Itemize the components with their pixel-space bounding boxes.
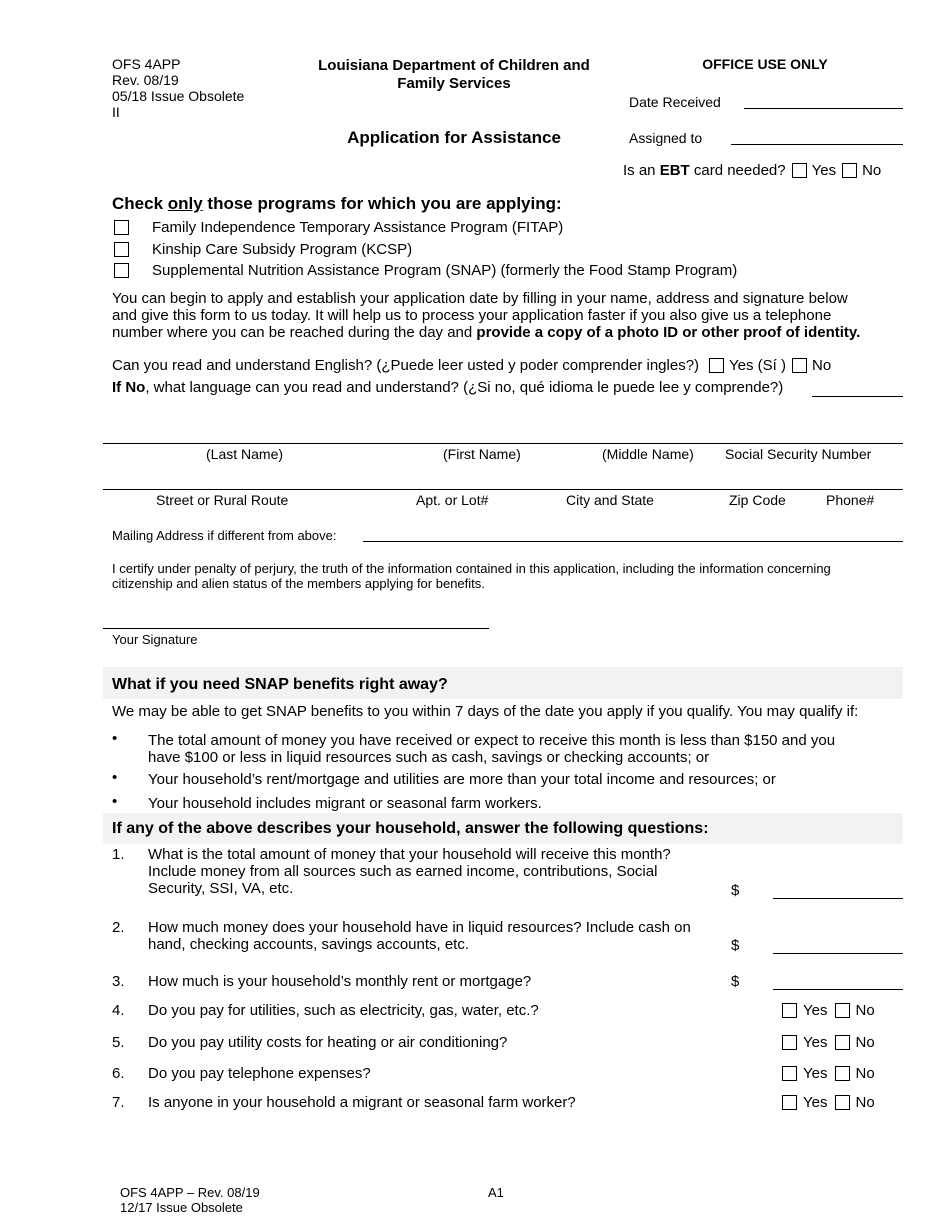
question-2-amount-field[interactable]: [773, 953, 903, 954]
footer-obsolete: 12/17 Issue Obsolete: [120, 1200, 243, 1215]
phone-label: Phone#: [826, 492, 875, 508]
snap-heading: What if you need SNAP benefits right away?: [112, 676, 448, 693]
question-2-number: 2.: [112, 919, 125, 936]
ssn-label: Social Security Number: [725, 446, 872, 462]
bullet-icon: •: [112, 769, 118, 786]
question-5-no-checkbox[interactable]: [835, 1035, 850, 1050]
question-6-text: Do you pay telephone expenses?: [148, 1065, 371, 1082]
question-2-text: [148, 919, 691, 953]
program-snap-checkbox[interactable]: [114, 263, 129, 278]
question-6-yes-label: Yes: [803, 1065, 828, 1082]
question-7-no-label: No: [855, 1094, 875, 1111]
question-1-line-3: Security, SSI, VA, etc.: [148, 880, 294, 897]
first-name-label: (First Name): [443, 446, 521, 462]
english-no-label: No: [812, 357, 832, 374]
question-1-dollar: $: [731, 882, 740, 899]
footer-id-rev: OFS 4APP – Rev. 08/19: [120, 1185, 260, 1200]
street-label: Street or Rural Route: [156, 492, 289, 508]
form-rev: Rev. 08/19: [112, 72, 179, 88]
bullet-icon: •: [112, 730, 118, 747]
question-4-text: Do you pay for utilities, such as electricity, gas, water, etc.?: [148, 1002, 539, 1019]
program-fitap-checkbox[interactable]: [114, 220, 129, 235]
form-roman: II: [112, 104, 120, 120]
english-no-checkbox[interactable]: [792, 358, 807, 373]
programs-heading-pre: Check: [112, 194, 168, 213]
form-id-block: [112, 56, 244, 120]
ebt-text-pre: Is an: [623, 162, 660, 179]
program-kcsp-label: Kinship Care Subsidy Program (KCSP): [152, 241, 413, 258]
page-number: A1: [488, 1185, 504, 1200]
question-6-no-checkbox[interactable]: [835, 1066, 850, 1081]
question-3-number: 3.: [112, 973, 125, 990]
program-snap-label: Supplemental Nutrition Assistance Program (SNAP) (formerly the Food Stamp Program): [152, 262, 738, 279]
program-snap[interactable]: [114, 262, 738, 279]
question-5-yes-checkbox[interactable]: [782, 1035, 797, 1050]
if-no-rest: , what language can you read and understand? (¿Si no, qué idioma le puede lee y comprende?): [145, 379, 784, 396]
intro-paragraph: [112, 290, 860, 341]
question-6-yes-checkbox[interactable]: [782, 1066, 797, 1081]
date-received-line[interactable]: [744, 108, 903, 109]
bullet-3-line-1: Your household includes migrant or seasonal farm workers.: [148, 795, 542, 812]
question-1-line-1: What is the total amount of money that your household will receive this month?: [148, 846, 671, 863]
question-7-yes-checkbox[interactable]: [782, 1095, 797, 1110]
ebt-question: [623, 162, 881, 179]
ebt-no-checkbox[interactable]: [842, 163, 857, 178]
signature-label: Your Signature: [112, 632, 198, 647]
language-if-no: [112, 379, 783, 396]
ebt-no-label: No: [862, 162, 882, 179]
question-4-yes-checkbox[interactable]: [782, 1003, 797, 1018]
bullet-2-line-1: Your household’s rent/mortgage and utilities are more than your total income and resources; or: [148, 771, 776, 788]
question-4-no-label: No: [855, 1002, 875, 1019]
question-4-number: 4.: [112, 1002, 125, 1019]
bullet-1-line-2: have $100 or less in liquid resources such as cash, savings or checking accounts; or: [148, 749, 710, 766]
question-7-number: 7.: [112, 1094, 125, 1111]
question-7-answer: [782, 1094, 875, 1111]
city-label: City and State: [566, 492, 654, 508]
question-1-number: 1.: [112, 846, 125, 863]
agency-line-1: Louisiana Department of Children and: [318, 57, 590, 74]
question-4-no-checkbox[interactable]: [835, 1003, 850, 1018]
intro-line-1: You can begin to apply and establish your application date by filling in your name, address and signature below: [112, 290, 848, 307]
zip-label: Zip Code: [729, 492, 786, 508]
last-name-label: (Last Name): [206, 446, 284, 462]
intro-line-2: and give this form to us today. It will help us to process your application faster if you also give us a telephone: [112, 307, 832, 324]
ebt-text-bold: EBT: [659, 162, 690, 179]
office-use-heading: OFFICE USE ONLY: [702, 56, 828, 72]
date-received-label: Date Received: [629, 94, 721, 110]
programs-heading-post: those programs for which you are applying:: [202, 194, 562, 213]
mailing-address-label: Mailing Address if different from above:: [112, 528, 337, 543]
question-2-line-2: hand, checking accounts, savings accounts, etc.: [148, 936, 470, 953]
bullet-1-line-1: The total amount of money you have received or expect to receive this month is less than $150 and you: [148, 732, 836, 749]
ebt-yes-label: Yes: [811, 162, 837, 179]
snap-intro: We may be able to get SNAP benefits to you within 7 days of the date you apply if you qualify. You may qualify if:: [112, 703, 859, 720]
ebt-text-post: card needed?: [689, 162, 786, 179]
intro-line-3-pre: number where you can be reached during the day and: [112, 324, 477, 341]
other-language-field[interactable]: [812, 396, 903, 397]
question-3-amount-field[interactable]: [773, 989, 903, 990]
question-5-number: 5.: [112, 1034, 125, 1051]
if-no-bold: If No: [112, 379, 146, 396]
question-7-yes-label: Yes: [803, 1094, 828, 1111]
certify-line-1: I certify under penalty of perjury, the truth of the information contained in this application, including the information concerning: [112, 561, 831, 576]
question-5-no-label: No: [855, 1034, 875, 1051]
question-2-line-1: How much money does your household have in liquid resources? Include cash on: [148, 919, 691, 936]
signature-field[interactable]: [103, 628, 489, 629]
question-1-text: [148, 846, 671, 897]
assigned-to-line[interactable]: [731, 144, 903, 145]
question-1-amount-field[interactable]: [773, 898, 903, 899]
page-title: Application for Assistance: [347, 128, 561, 147]
question-6-no-label: No: [855, 1065, 875, 1082]
english-yes-checkbox[interactable]: [709, 358, 724, 373]
question-1-line-2: Include money from all sources such as earned income, contributions, Social: [148, 863, 658, 880]
question-5-yes-label: Yes: [803, 1034, 828, 1051]
questions-heading: If any of the above describes your household, answer the following questions:: [112, 820, 709, 837]
language-question: [112, 357, 831, 374]
question-5-answer: [782, 1034, 875, 1051]
question-3-dollar: $: [731, 973, 740, 990]
question-4-answer: [782, 1002, 875, 1019]
programs-heading-only: only: [167, 194, 203, 213]
program-fitap[interactable]: [114, 219, 564, 236]
intro-line-3-bold: provide a copy of a photo ID or other proof of identity.: [476, 324, 861, 341]
agency-line-2: Family Services: [397, 75, 511, 92]
certify-line-2: citizenship and alien status of the members applying for benefits.: [112, 576, 485, 591]
form-obsolete: 05/18 Issue Obsolete: [112, 88, 245, 104]
footer-id-block: [120, 1185, 260, 1215]
mailing-address-field[interactable]: [363, 541, 903, 542]
certify-statement: [112, 561, 831, 591]
middle-name-label: (Middle Name): [602, 446, 694, 462]
programs-heading: [112, 194, 562, 214]
form-id: OFS 4APP: [112, 56, 181, 72]
address-line[interactable]: [103, 489, 903, 490]
program-kcsp-checkbox[interactable]: [114, 242, 129, 257]
program-fitap-label: Family Independence Temporary Assistance Program (FITAP): [152, 219, 564, 236]
ebt-yes-checkbox[interactable]: [792, 163, 807, 178]
question-4-yes-label: Yes: [803, 1002, 828, 1019]
question-6-answer: [782, 1065, 875, 1082]
question-6-number: 6.: [112, 1065, 125, 1082]
question-5-text: Do you pay utility costs for heating or air conditioning?: [148, 1034, 508, 1051]
agency-name: [300, 57, 608, 93]
language-question-text: Can you read and understand English? (¿Puede leer usted y poder comprender ingles?): [112, 357, 700, 374]
assigned-to-label: Assigned to: [629, 130, 703, 146]
question-2-dollar: $: [731, 937, 740, 954]
question-3-text: How much is your household’s monthly rent or mortgage?: [148, 973, 532, 990]
english-yes-label: Yes (Sí ): [729, 357, 786, 374]
bullet-icon: •: [112, 793, 118, 810]
question-7-text: Is anyone in your household a migrant or seasonal farm worker?: [148, 1094, 576, 1111]
name-line[interactable]: [103, 443, 903, 444]
intro-line-3: [112, 324, 860, 341]
program-kcsp[interactable]: [114, 241, 413, 258]
apt-label: Apt. or Lot#: [416, 492, 489, 508]
question-7-no-checkbox[interactable]: [835, 1095, 850, 1110]
